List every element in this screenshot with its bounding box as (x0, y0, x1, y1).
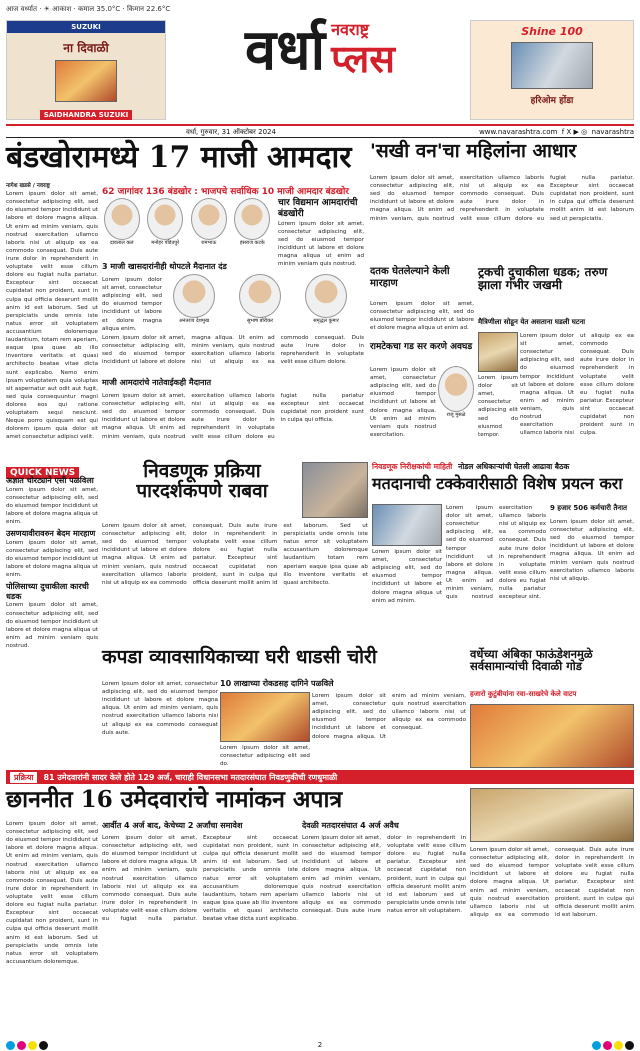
theft-subheadline: 10 लाखाच्या रोकडसह दागिने पळविले (220, 679, 334, 688)
portrait-photo (104, 198, 140, 240)
truck-headline: ट्रकची दुचाकीला धडक; तरुण झाला गंभीर जखमी (478, 265, 608, 292)
lead-mid-body: Lorem ipsum dolor sit amet, consectetur adipiscing elit, sed do eiusmod tempor incididunt ut labore et dolore magna aliqua enim. (102, 277, 162, 332)
portrait-photo (239, 274, 281, 318)
portrait-photo (173, 274, 215, 318)
scrutiny-body-col1: Lorem ipsum dolor sit amet, consectetur adipiscing elit, sed do eiusmod tempor incididunt ut labore et dolore magna aliqua. Ut enim ad minim veniam, quis nostrud exercitation ullamco laboris nisi ut aliquip ex ea commodo consequat. Duis aute irure dolor in reprehenderit in voluptate velit esse cillum dolore eu fugiat nulla pariatur. Excepteur sint occaecat cupidatat non proident, sunt in culpa qui officia deserunt mollit anim id est laborum. Sed ut perspiciatis unde omnis iste natus error sit voluptatem accusantium doloremque. (6, 821, 98, 965)
foundation-subheadline: हजारो कुटुंबीयांना रवा–साखरेचे केले वाटप (470, 690, 577, 698)
truck-body: Lorem ipsum dolor sit amet, consectetur adipiscing elit, sed do eiusmod tempor incididunt ut labore et dolore magna aliqua. Ut enim ad minim veniam, quis nostrud exercitation ullamco laboris nisi ut aliquip ex ea commodo consequat. Duis aute irure dolor in reprehenderit in voluptate velit esse cillum dolore eu fugiat nulla pariatur. Excepteur sint occaecat cupidatat non proident sunt in culpa. (520, 333, 634, 437)
social-handle[interactable]: navarashtra (591, 128, 634, 136)
right-advertisement[interactable] (470, 20, 634, 120)
scrutiny-body-col3: Lorem ipsum dolor sit amet, consectetur adipiscing elit, sed do eiusmod tempor incididunt ut labore et dolore magna aliqua. Ut enim ad minim veniam, quis nostrud exercitation ullamco laboris nisi ut aliquip ex ea commodo consequat. Duis aute irure dolor in reprehenderit in voluptate velit esse cillum dolore eu fugiat nulla pariatur. Excepteur sint occaecat cupidatat non proident, sunt in culpa qui officia deserunt mollit anim id est laborum sed ut perspiciatis unde omnis iste natus error sit voluptatem. (302, 835, 466, 914)
process-body: Lorem ipsum dolor sit amet, consectetur adipiscing elit, sed do eiusmod tempor incididunt ut labore et dolore magna aliqua. Ut enim ad minim veniam, quis nostrud exercitation ullamco laboris nisi ut aliquip ex ea commodo consequat. Duis aute irure dolor in reprehenderit in voluptate velit esse cillum dolore eu fugiat nulla pariatur. Excepteur sint occaecat cupidatat non proident, sunt in culpa qui officia deserunt mollit anim id est laborum. Sed ut perspiciatis unde omnis iste natus error sit voluptatem accusantium doloremque laudantium totam rem aperiam eaque ipsa quae ab illo inventore veritatis et quasi architecto. (102, 523, 368, 586)
quick-news-headline: पोलिसाच्या दुचाकीला कारची धडक (6, 582, 89, 601)
quick-news-list: अज्ञात चोरट्याने एसी पळविला Lorem ipsum dolor sit amet, consectetur adipiscing elit, sed do eiusmod tempor incididunt ut labore et dolore magna aliqua ut enim. उसणयावीरावरुन बेदम मारहाण Lorem ipsum dolor sit amet, consectetur adipiscing elit, sed do eiusmod tempor incididunt ut labore et dolore magna aliqua ut enim. पोलिसाच्या दुचाकीला कारची धडक Lorem ipsum dolor sit amet, consectetur adipiscing elit, sed do eiusmod tempor incididunt ut labore et dolore magna aliqua ut enim ad minim veniam quis nostrud. (6, 476, 98, 650)
distribution-photo (470, 788, 634, 842)
quick-news-headline: अज्ञात चोरट्याने एसी पळविला (6, 476, 94, 485)
registration-marks (6, 1041, 48, 1050)
lead-body-col1: नागेश खडसे / नवराष्ट्र Lorem ipsum dolor sit amet, consectetur adipiscing elit, sed do eiusmod tempor incididunt ut labore et dolore magna aliqua. Ut enim ad minim veniam, quis nostrud exercitation ullamco laboris nisi ut aliquip ex ea commodo consequat. Duis aute irure dolor in reprehenderit in voluptate velit esse cillum dolore eu fugiat nulla pariatur. Excepteur sint occaecat cupidatat non proident, sunt in culpa qui officia deserunt mollit anim id est laborum. Sed ut perspiciatis unde omnis iste natus error sit voluptatem accusantium doloremque laudantium, totam rem aperiam, eaque ipsa quae ab illo inventore veritatis et quasi architecto beatae vitae dicta sunt explicabo. Nemo enim ipsam voluptatem quia voluptas sit aspernatur aut odit aut fugit, sed quia consequuntur magni dolores eos qui ratione voluptatem sequi nesciunt. Neque porro quisquam est qui dolorem ipsum quia dolor sit amet consectetur adipisci velit. (6, 183, 98, 441)
lead-box2-headline: माजी आमदारांचे नातेवाईकही मैदानात (102, 378, 212, 387)
assault-headline-area: दतक घेतलेल्याने केली मारहाण (370, 266, 450, 289)
observer-headline: मतदानाची टक्केवारीसाठी विशेष प्रयत्न करा (372, 474, 623, 493)
foundation-body: Lorem ipsum dolor sit amet, consectetur adipiscing elit, sed do eiusmod tempor incididunt ut labore et dolore magna aliqua. Ut enim ad minim veniam, quis nostrud exercitation ullamco laboris nisi ut aliquip ex ea commodo consequat. Duis aute irure dolor in reprehenderit in voluptate velit esse cillum dolore eu fugiat nulla pariatur. Excepteur sint occaecat cupidatat non proident, sunt in culpa qui officia deserunt mollit anim id est laborum. (470, 847, 634, 918)
theft-headline-area (102, 648, 464, 678)
ad-image (55, 60, 117, 102)
observer-photo (372, 504, 442, 546)
scrutiny-headline: छाननीत 16 उमेदवारांचे नामांकन अपात्र (6, 786, 343, 813)
lead-headline-area (6, 142, 366, 182)
ramtek-photo: राजू मुसळे (438, 366, 474, 422)
lead-portraits-row2: अनंतराव देशमुख सुभाष बोरीकर समृद्धल कुमार (164, 274, 364, 330)
ramtek-headline-area: रामटेकचा गड सर करणे अवघड (370, 342, 473, 352)
ramtek-body: Lorem ipsum dolor sit amet, consectetur adipiscing elit, sed do eiusmod tempor incididunt ut labore et dolore magna aliqua. Ut enim ad minim veniam quis nostrud exercitation. (370, 367, 436, 438)
foundation-photo (470, 704, 634, 768)
ad-line: ना दिवाळी (63, 41, 109, 55)
process-headline: निवडणूक प्रक्रिया पारदर्शकपणे राबवा (136, 460, 268, 502)
masthead (185, 18, 455, 123)
theft-body-right: Lorem ipsum dolor sit amet, consectetur adipiscing elit, sed do eiusmod tempor incididunt ut labore et dolore magna aliqua. Ut enim ad minim veniam, quis nostrud exercitation ullamco laboris nisi ut aliquip ex ea commodo consequat. (312, 693, 466, 740)
sun-icon: ☀ (43, 5, 50, 13)
theft-photo-1 (220, 692, 310, 742)
registration-marks (592, 1041, 634, 1050)
sakhi-headline: 'सखी वन'चा महिलांना आधार (370, 140, 577, 162)
lead-portraits-row1: दावलाल कलं मनोहर पंडितपुरे रामभाऊ हंसराज कटके (102, 198, 272, 260)
truck-subheadline: मैत्रिणीला सोडून येत असताना घडली घटना (478, 318, 586, 326)
observer-headline-area (372, 476, 634, 502)
ad-line: हरिओम होंडा (530, 96, 574, 106)
truck-headline-area (478, 266, 634, 316)
weather-bar: आज वर्ध्यात · ☀ आकाश · कमाल 35.0°C · किमान 22.6°C (6, 5, 171, 13)
theft-body-mid: Lorem ipsum dolor sit amet, consectetur adipiscing elit sed do. (220, 745, 310, 768)
portrait-photo (147, 198, 183, 240)
meeting-photo (302, 462, 368, 518)
motorcycle-image (511, 42, 593, 89)
observer-body: Lorem ipsum dolor sit amet, consectetur adipiscing elit, sed do eiusmod tempor incididunt ut labore et dolore magna aliqua. Ut enim ad minim veniam, quis nostrud exercitation ullamco laboris nisi ut aliquip ex ea commodo consequat. Duis aute irure dolor in reprehenderit in voluptate velit esse cillum dolore eu fugiat nulla pariatur excepteur sint. (446, 505, 546, 601)
scrutiny-sub1: आर्वीत 4 अर्ज बाद, केचेच्या 2 अर्जांचा समावेश (102, 821, 243, 830)
quick-news-headline: उसणयावीरावरुन बेदम मारहाण (6, 529, 96, 539)
place-date: वर्धा, गुरुवार, 31 ऑक्टोबर 2024 (186, 128, 276, 136)
lead-box2-body: Lorem ipsum dolor sit amet, consectetur adipiscing elit, sed do eiusmod tempor incididunt ut labore et dolore magna aliqua. Ut enim ad minim veniam, quis nostrud exercitation ullamco laboris nisi ut aliquip ex ea commodo consequat. Duis aute irure dolor in reprehenderit in voluptate velit esse cillum dolore eu fugiat nulla pariatur excepteur sint occaecat cupidatat non proident sunt in culpa qui officia. (102, 393, 364, 440)
weather-max: कमाल 35.0 (77, 5, 112, 13)
process-headline-area (102, 462, 302, 518)
scrutiny-sub2: देवळी मतदारसंघात 4 अर्ज अवैध (302, 821, 399, 830)
ad-brand: Shine 100 (521, 25, 583, 38)
ad-brand: SUZUKI (7, 21, 165, 33)
quick-news-label: QUICK NEWS (6, 467, 79, 479)
masthead-plus: प्लस (331, 36, 395, 81)
page-number: 2 (317, 1041, 323, 1049)
masthead-title: वर्धा (245, 17, 326, 83)
portrait-photo (234, 198, 270, 240)
social-icons[interactable]: f X ▶ ◎ (561, 128, 588, 136)
sakhi-headline-area (370, 142, 634, 172)
quick-news-header (6, 460, 98, 478)
lead-box: चार विद्यमान आमदारांची बंडखोरी Lorem ipsum dolor sit amet, consectetur adipiscing elit, sed do eiusmod tempor incididunt ut labore et dolore magna aliqua ut enim ad minim veniam quis nostrud. (278, 198, 364, 268)
theft-body-left: Lorem ipsum dolor sit amet, consectetur adipiscing elit, sed do eiusmod tempor incididunt ut labore et dolore magna aliqua. Ut enim ad minim veniam, quis nostrud exercitation ullamco laboris nisi ut aliquip ex ea commodo consequat duis aute. (102, 681, 218, 736)
assault-body: Lorem ipsum dolor sit amet, consectetur adipiscing elit, sed do eiusmod tempor incididunt ut labore et dolore magna aliqua ut enim ad. (370, 301, 474, 332)
portrait-photo (305, 274, 347, 318)
sakhi-body: Lorem ipsum dolor sit amet, consectetur adipiscing elit, sed do eiusmod tempor incididunt ut labore et dolore magna aliqua. Ut enim ad minim veniam, quis nostrud exercitation ullamco laboris nisi ut aliquip ex ea commodo consequat. Duis aute irure dolor in reprehenderit in voluptate velit esse cillum dolore eu fugiat nulla pariatur. Excepteur sint occaecat cupidatat non proident, sunt in culpa qui officia deserunt mollit anim id est laborum sed ut perspiciatis. (370, 175, 634, 222)
foundation-headline-area (470, 648, 634, 690)
left-advertisement[interactable] (6, 20, 166, 120)
observer-body-left: Lorem ipsum dolor sit amet, consectetur adipiscing elit, sed do eiusmod tempor incididunt ut labore et dolore magna aliqua ut enim ad minim. (372, 549, 442, 604)
lead-body-mid: Lorem ipsum dolor sit amet, consectetur adipiscing elit, sed do eiusmod tempor incididunt ut labore et dolore magna aliqua. Ut enim ad minim veniam, quis nostrud exercitation ullamco laboris nisi ut aliquip ex ea commodo consequat. Duis aute irure dolor in reprehenderit in voluptate velit esse cillum dolore. (102, 335, 364, 366)
truck-photo (478, 332, 518, 372)
footer (6, 1040, 634, 1050)
lead-subheadline: 62 जागांवर 136 बंडखोर : भाजपचे सर्वाधिक 10 माजी आमदार बंडखोर (102, 187, 349, 197)
foundation-headline: वर्धेच्या अंबिका फाऊंडेशनमुळे सर्वसामान्यांची दिवाळी गोड (470, 647, 593, 674)
theft-headline: कपडा व्यावसायिकाच्या घरी धाडसी चोरी (102, 646, 377, 668)
truck-body-left: Lorem ipsum dolor sit amet, consectetur adipiscing elit sed do eiusmod tempor. (478, 375, 518, 438)
lead-headline: बंडखोरामध्ये 17 माजी आमदार (6, 140, 352, 175)
weather-min: किमान 22.6 (126, 5, 162, 13)
observer-side-body: Lorem ipsum dolor sit amet, consectetur adipiscing elit, sed do eiusmod tempor incididunt ut labore et dolore magna aliqua. Ut enim ad minim veniam quis nostrud exercitation ullamco laboris nisi ut aliquip. (550, 519, 634, 582)
observer-side-headline: 9 हजार 506 कर्मचारी तैनात (550, 504, 627, 512)
lead-mid-headline: 3 माजी खासदारांनीही थोपटले मैदानात दंड (102, 262, 227, 271)
process-strip: प्रक्रिया 81 उमेदवारांनी सादर केले होते 129 अर्ज, चाराही विधानसभा मतदारसंघात निवडणुकीची रणधुमाळी (6, 770, 634, 784)
observer-kickers: निवडणूक निरीक्षकांची माहिती नोडल अधिकाऱ्यांची घेतली आढावा बैठक (372, 462, 570, 471)
portrait-photo (191, 198, 227, 240)
dateline (6, 124, 634, 138)
masthead-small: नवराष्ट्र (331, 20, 369, 39)
weather-label: आज वर्ध्यात (6, 5, 37, 13)
website-link[interactable]: www.navarashtra.com (479, 128, 558, 136)
scrutiny-body-col2: Lorem ipsum dolor sit amet, consectetur adipiscing elit, sed do eiusmod tempor incididunt ut labore et dolore magna aliqua. Ut enim ad minim veniam, quis nostrud exercitation ullamco laboris nisi ut aliquip ex ea commodo consequat. Duis aute irure dolor in reprehenderit in voluptate velit esse cillum dolore eu fugiat nulla pariatur. Excepteur sint occaecat cupidatat non proident, sunt in culpa qui officia deserunt mollit anim id est laborum. Sed ut perspiciatis unde omnis iste natus error sit voluptatem accusantium doloremque laudantium, totam rem aperiam eaque ipsa quae ab illo inventore veritatis et quasi architecto beatae vitae dicta sunt explicabo. (102, 835, 298, 923)
ad-tag: SAIDHANDRA SUZUKI (40, 110, 133, 120)
scrutiny-headline-area (6, 788, 466, 818)
